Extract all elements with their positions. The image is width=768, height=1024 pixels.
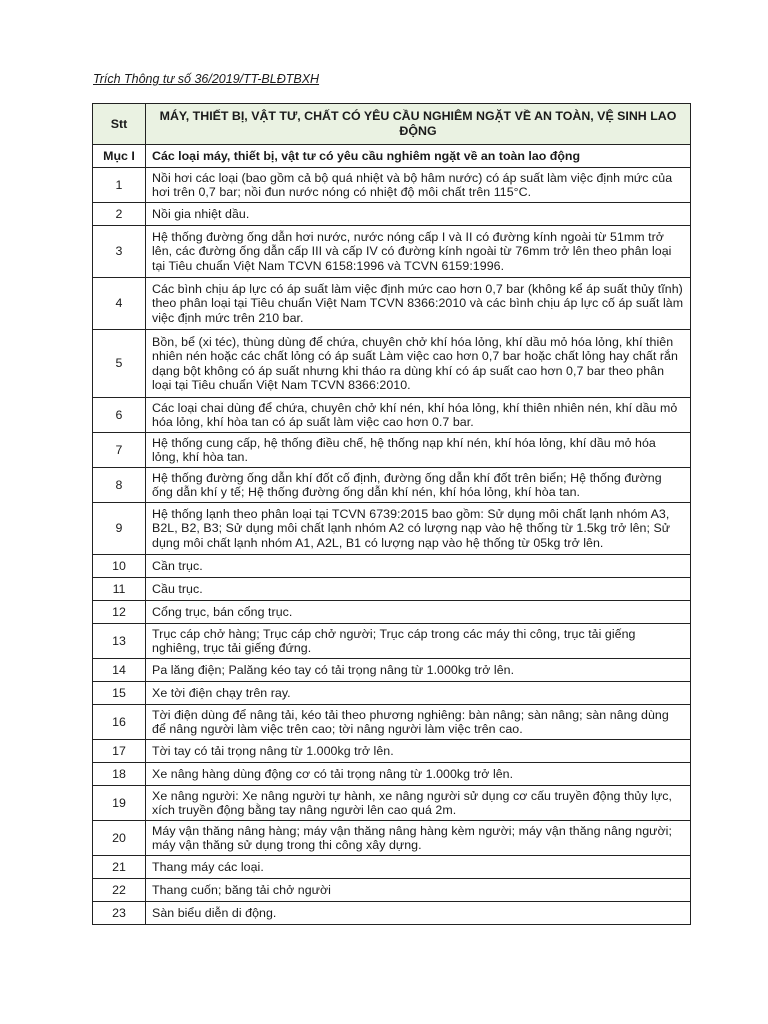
row-description: Hệ thống lạnh theo phân loại tại TCVN 6739:2015 bao gồm: Sử dụng môi chất lạnh nhóm A3, B2L, B2, B3; Sử dụng môi chất lạnh nhóm A2 có lượng nạp vào hệ thống từ 1.5kg trở lên; Sử dụng môi chất lạnh nhóm A1, A2L, B1 có lượng nạp vào hệ thống từ 05kg trở lên.: [146, 503, 691, 555]
row-description: Xe tời điện chạy trên ray.: [146, 682, 691, 705]
row-number: 12: [93, 601, 146, 624]
row-number: 22: [93, 879, 146, 902]
table-row: [93, 902, 691, 925]
row-number: 15: [93, 682, 146, 705]
row-number: 23: [93, 902, 146, 925]
row-number: 5: [93, 330, 146, 398]
table-row: [93, 856, 691, 879]
row-number: 14: [93, 659, 146, 682]
row-number: 4: [93, 278, 146, 330]
row-description: Tời tay có tải trọng nâng từ 1.000kg trở lên.: [146, 740, 691, 763]
table-row: [93, 226, 691, 278]
row-description: Các loại chai dùng để chứa, chuyên chở khí nén, khí hóa lỏng, khí thiên nhiên nén, khí dầu mỏ hóa lỏng, khí hòa tan có áp suất làm việc cao hơn 0.7 bar.: [146, 398, 691, 433]
row-description: Hệ thống đường ống dẫn hơi nước, nước nóng cấp I và II có đường kính ngoài từ 51mm trở lên, các đường ống dẫn cấp III và cấp IV có đường kính ngoài từ 76mm trở lên theo phân loại tại Tiêu chuẩn Việt Nam TCVN 6158:1996 và TCVN 6159:1996.: [146, 226, 691, 278]
row-description: Máy vận thăng nâng hàng; máy vận thăng nâng hàng kèm người; máy vận thăng nâng người; máy vận thăng sử dụng trong thi công xây dựng.: [146, 821, 691, 856]
row-description: Cầu trục.: [146, 578, 691, 601]
table-row: [93, 433, 691, 468]
row-number: 18: [93, 763, 146, 786]
equipment-table: [92, 103, 691, 925]
table-row: [93, 203, 691, 226]
table-row: [93, 879, 691, 902]
table-row: [93, 624, 691, 659]
row-number: 1: [93, 168, 146, 203]
header-title: MÁY, THIẾT BỊ, VẬT TƯ, CHẤT CÓ YÊU CẦU NGHIÊM NGẶT VỀ AN TOÀN, VỆ SINH LAO ĐỘNG: [146, 104, 691, 145]
table-header-row: [93, 104, 691, 145]
row-number: 21: [93, 856, 146, 879]
table-row: [93, 763, 691, 786]
row-description: Thang cuốn; băng tải chở người: [146, 879, 691, 902]
document-caption: Trích Thông tư số 36/2019/TT-BLĐTBXH: [93, 72, 320, 86]
table-row: [93, 578, 691, 601]
table-row: [93, 740, 691, 763]
table-row: [93, 330, 691, 398]
table-row: [93, 503, 691, 555]
row-description: Hệ thống cung cấp, hệ thống điều chế, hệ thống nạp khí nén, khí hóa lỏng, khí dầu mỏ hóa lỏng, khí hòa tan.: [146, 433, 691, 468]
table-row: [93, 398, 691, 433]
table-row: [93, 468, 691, 503]
table-row: [93, 821, 691, 856]
row-description: Nồi hơi các loại (bao gồm cả bộ quá nhiệt và bộ hâm nước) có áp suất làm việc định mức của hơi trên 0,7 bar; nồi đun nước nóng có nhiệt độ môi chất trên 115°C.: [146, 168, 691, 203]
row-description: Nồi gia nhiệt dầu.: [146, 203, 691, 226]
row-number: 3: [93, 226, 146, 278]
row-number: 16: [93, 705, 146, 740]
table-body: [93, 168, 691, 925]
row-description: Pa lăng điện; Palăng kéo tay có tải trọng nâng từ 1.000kg trở lên.: [146, 659, 691, 682]
row-description: Thang máy các loại.: [146, 856, 691, 879]
table-row: [93, 682, 691, 705]
table-row: [93, 705, 691, 740]
table-row: [93, 601, 691, 624]
row-number: 19: [93, 786, 146, 821]
row-description: Sàn biểu diễn di động.: [146, 902, 691, 925]
row-description: Cần trục.: [146, 555, 691, 578]
row-number: 6: [93, 398, 146, 433]
table-row: [93, 786, 691, 821]
row-description: Trục cáp chở hàng; Trục cáp chở người; Trục cáp trong các máy thi công, trục tải giếng nghiêng, trục tải giếng đứng.: [146, 624, 691, 659]
section-title: Các loại máy, thiết bị, vật tư có yêu cầu nghiêm ngặt về an toàn lao động: [146, 145, 691, 168]
row-description: Xe nâng hàng dùng động cơ có tải trọng nâng từ 1.000kg trở lên.: [146, 763, 691, 786]
row-number: 17: [93, 740, 146, 763]
row-number: 2: [93, 203, 146, 226]
row-number: 8: [93, 468, 146, 503]
table-row: [93, 555, 691, 578]
table-row: [93, 278, 691, 330]
section-row: [93, 145, 691, 168]
row-number: 9: [93, 503, 146, 555]
header-stt: Stt: [93, 104, 146, 145]
row-description: Các bình chịu áp lực có áp suất làm việc định mức cao hơn 0,7 bar (không kể áp suất thủy tĩnh) theo phân loại tại Tiêu chuẩn Việt Nam TCVN 8366:2010 và các bình chịu áp lực cố áp suất làm việc định mức trên 210 bar.: [146, 278, 691, 330]
row-description: Hệ thống đường ống dẫn khí đốt cố định, đường ống dẫn khí đốt trên biển; Hệ thống đường ống dẫn khí y tế; Hệ thống đường ống dẫn khí nén, khí hóa lỏng, khí hòa tan.: [146, 468, 691, 503]
row-number: 13: [93, 624, 146, 659]
row-description: Xe nâng người: Xe nâng người tự hành, xe nâng người sử dụng cơ cấu truyền động thủy lực, xích truyền động bằng tay nâng người lên cao quá 2m.: [146, 786, 691, 821]
table-row: [93, 168, 691, 203]
row-number: 7: [93, 433, 146, 468]
row-description: Tời điện dùng để nâng tải, kéo tải theo phương nghiêng: bàn nâng; sàn nâng; sàn nâng dùng để nâng người làm việc trên cao; tời nâng người làm việc trên cao.: [146, 705, 691, 740]
row-description: Cổng trục, bán cổng trục.: [146, 601, 691, 624]
row-number: 10: [93, 555, 146, 578]
section-number: Mục I: [93, 145, 146, 168]
row-number: 20: [93, 821, 146, 856]
row-number: 11: [93, 578, 146, 601]
table-row: [93, 659, 691, 682]
row-description: Bồn, bể (xi téc), thùng dùng để chứa, chuyên chở khí hóa lỏng, khí dầu mỏ hóa lỏng, khí thiên nhiên nén hoặc các chất lỏng có áp suất Làm việc cao hơn 0,7 bar hoặc chất lỏng hay chất rắn dạng bột không có áp suất nhưng khi tháo ra dùng khí có áp suất cao hơn 0,7 bar theo phân loại tại Tiêu chuẩn Việt Nam TCVN 8366:2010.: [146, 330, 691, 398]
